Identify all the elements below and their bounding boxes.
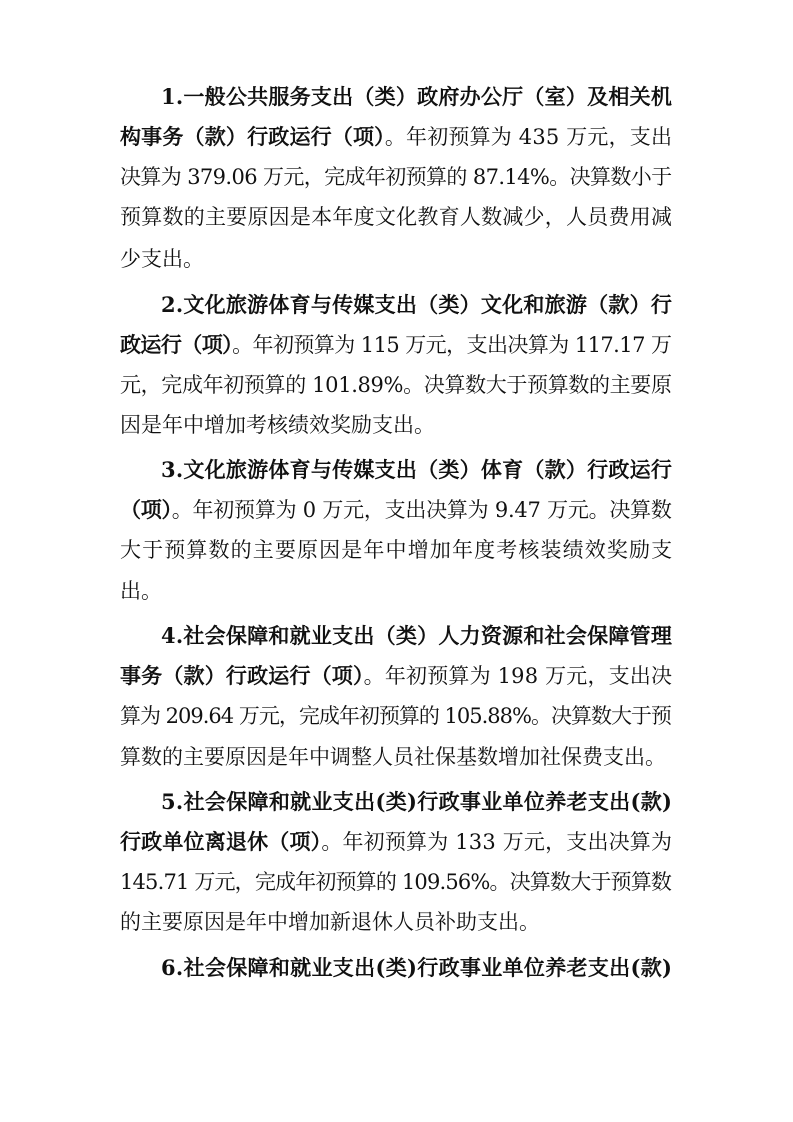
document-line: [0, 822, 793, 862]
line-text: [120, 862, 671, 902]
body-text: 。年初预算为 0 万元，支出决算为 9.47 万元。决算数: [171, 498, 672, 522]
document-line: [0, 405, 793, 445]
line-text: [161, 450, 672, 490]
document-line: [0, 656, 793, 696]
line-text: [161, 77, 672, 117]
bold-heading-text: 构事务（款）行政运行（项）: [120, 124, 385, 149]
body-text: 。年初预算为 198 万元，支出决: [363, 664, 673, 688]
line-text: [120, 656, 672, 696]
document-line: [0, 862, 793, 902]
body-text: 出。: [120, 579, 162, 603]
line-text: [120, 157, 672, 197]
line-text: [120, 325, 671, 365]
document-line: [0, 530, 793, 570]
body-text: 因是年中增加考核绩效奖励支出。: [120, 413, 435, 437]
line-text: [120, 117, 672, 157]
body-text: 预算数的主要原因是本年度文化教育人数减少，人员费用减: [120, 205, 673, 229]
body-text: 。年初预算为 115 万元，支出决算为 117.17 万: [232, 333, 672, 357]
document-line: [0, 157, 793, 197]
body-text: 算为 209.64 万元，完成年初预算的 105.88%。决算数大于预: [120, 704, 671, 728]
bold-heading-text: 6.社会保障和就业支出(类)行政事业单位养老支出(款): [161, 955, 673, 980]
line-text: [120, 365, 672, 405]
bold-heading-text: 行政单位离退休（项）: [120, 829, 322, 854]
document-line: [0, 285, 793, 325]
document-line: [0, 782, 793, 822]
body-text: 大于预算数的主要原因是年中增加年度考核装绩效奖励支: [120, 538, 674, 562]
document-line: [0, 117, 793, 157]
document-line: [0, 197, 793, 237]
line-text: [161, 285, 672, 325]
bold-heading-text: 4.社会保障和就业支出（类）人力资源和社会保障管理: [161, 623, 673, 648]
bold-heading-text: （项）: [120, 497, 172, 522]
line-text: [120, 902, 540, 942]
bold-heading-text: 1.一般公共服务支出（类）政府办公厅（室）及相关机: [161, 84, 673, 109]
line-text: [120, 490, 672, 530]
bold-heading-text: 5.社会保障和就业支出(类)行政事业单位养老支出(款): [161, 789, 673, 814]
body-text: 的主要原因是年中增加新退休人员补助支出。: [120, 910, 540, 934]
document-line: [0, 616, 793, 656]
body-text: 。年初预算为 133 万元，支出决算为: [321, 830, 673, 854]
document-line: [0, 696, 793, 736]
line-text: [161, 948, 672, 988]
body-text: 元，完成年初预算的 101.89%。决算数大于预算数的主要原: [120, 373, 672, 397]
line-text: [120, 197, 672, 237]
line-text: [120, 239, 204, 279]
bold-heading-text: 2.文化旅游体育与传媒支出（类）文化和旅游（款）行: [161, 292, 673, 317]
document-line: [0, 490, 793, 530]
line-text: [120, 530, 673, 570]
line-text: [161, 782, 672, 822]
document-line: [0, 77, 793, 117]
bold-heading-text: 3.文化旅游体育与传媒支出（类）体育（款）行政运行: [161, 457, 673, 482]
document-line: [0, 365, 793, 405]
document-line: [0, 239, 793, 279]
body-text: 145.71 万元，完成年初预算的 109.56%。决算数大于预算数: [120, 870, 672, 894]
body-text: 。年初预算为 435 万元，支出: [384, 125, 673, 149]
document-line: [0, 325, 793, 365]
line-text: [120, 822, 672, 862]
line-text: [120, 696, 671, 736]
document-line: [0, 450, 793, 490]
body-text: 少支出。: [120, 247, 204, 271]
document-line: [0, 737, 793, 777]
line-text: [161, 616, 672, 656]
bold-heading-text: 事务（款）行政运行（项）: [120, 663, 364, 688]
body-text: 决算为 379.06 万元，完成年初预算的 87.14%。决算数小于: [120, 165, 672, 189]
line-text: [120, 405, 435, 445]
line-text: [120, 737, 666, 777]
line-text: [120, 571, 162, 611]
body-text: 算数的主要原因是年中调整人员社保基数增加社保费支出。: [120, 745, 666, 769]
document-line: [0, 571, 793, 611]
document-line: [0, 948, 793, 988]
bold-heading-text: 政运行（项）: [120, 332, 233, 357]
document-line: [0, 902, 793, 942]
